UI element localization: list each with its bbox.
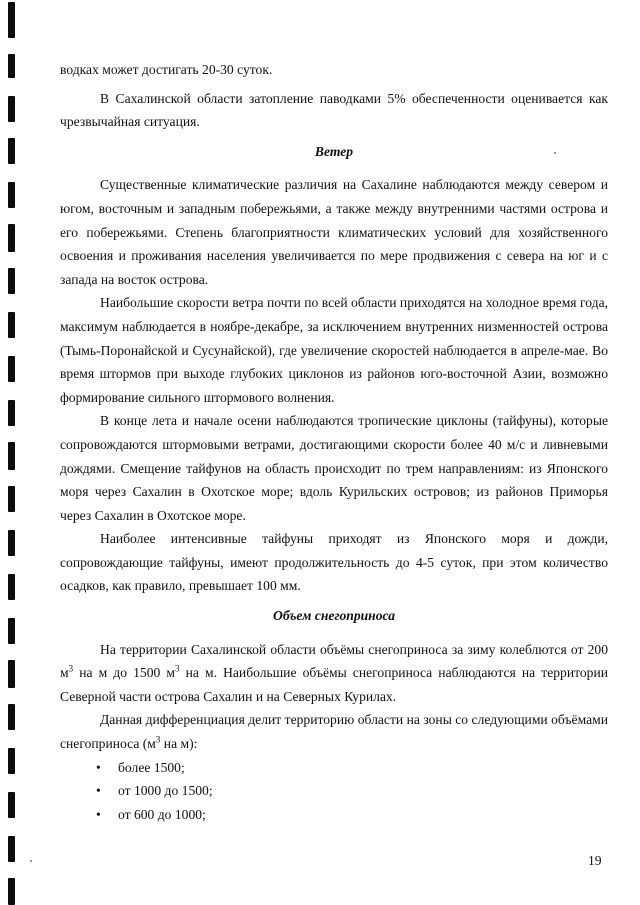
binding-mark bbox=[8, 530, 15, 556]
paragraph: В Сахалинской области затопление паводками 5% обеспеченности оценивается как чрезвычайная ситуация. bbox=[60, 90, 608, 130]
binding-mark bbox=[8, 268, 15, 294]
binding-mark bbox=[8, 836, 15, 862]
text-run: На территории Сахалинской области объёмы снегоприноса за зиму колеблются от 200 м bbox=[60, 641, 608, 681]
binding-mark bbox=[8, 878, 15, 905]
binding-mark bbox=[8, 442, 15, 470]
binding-mark bbox=[8, 182, 15, 208]
binding-mark bbox=[8, 400, 15, 426]
section-heading-snow: Объем снегоприноса bbox=[273, 608, 395, 624]
paragraph: водках может достигать 20-30 суток. bbox=[60, 62, 273, 77]
list-item: • от 600 до 1000; bbox=[96, 803, 608, 827]
paragraph bbox=[60, 708, 608, 755]
superscript: 3 bbox=[174, 663, 180, 674]
text-run: на м): bbox=[160, 736, 198, 752]
paragraph: В конце лета и начале осени наблюдаются тропические циклоны (тайфуны), которые сопровождаются штормовыми ветрами, достигающими скорости более 40 м/с и ливневыми дождями. Смещение тайфунов на область происходит по трем направлениям: из Японского моря через Сахалин в Охотское море; вдоль Курильских островов; из районов Приморья через Сахалин в Охотское море. bbox=[60, 413, 608, 523]
binding-mark bbox=[8, 312, 15, 338]
binding-mark bbox=[8, 486, 15, 512]
binding-mark bbox=[8, 224, 15, 252]
bullet-list bbox=[60, 756, 608, 827]
scan-speck bbox=[30, 860, 32, 862]
paragraph: Существенные климатические различия на Сахалине наблюдаются между севером и югом, восточным и западным побережьями, а также между внутренними частями острова и его побережьями. Степень благоприятности климатических условий для хозяйственного освоения и проживания населения увеличивается по мере продвижения с севера на юг и с запада на восток острова. bbox=[60, 177, 608, 287]
binding-mark bbox=[8, 54, 15, 78]
text-run: Данная дифференциация делит территорию области на зоны со следующими объёмами снегоприноса (м bbox=[60, 712, 608, 752]
binding-mark bbox=[8, 96, 15, 122]
page-body bbox=[60, 58, 608, 826]
binding-mark bbox=[8, 704, 15, 730]
list-item: • более 1500; bbox=[96, 756, 608, 780]
paragraph bbox=[60, 638, 608, 709]
paragraph: Наиболее интенсивные тайфуны приходят из Японского моря и дожди, сопровождающие тайфуны, имеют продолжительность до 4-5 суток, при этом количество осадков, как правило, превышает 100 мм. bbox=[60, 531, 608, 594]
binding-mark bbox=[8, 356, 15, 382]
superscript: 3 bbox=[68, 663, 74, 674]
paragraph: Наибольшие скорости ветра почти по всей области приходятся на холодное время года, максимум наблюдается в ноябре-декабре, за исключением внутренних низменностей острова (Тымь-Поронайской и Сусунайской), где увеличение скоростей наблюдается в апреле-мае. Во время штормов при выходе глубоких циклонов из районов юго-восточной Азии, возможно формирование сильного штормового волнения. bbox=[60, 295, 608, 405]
binding-mark bbox=[8, 618, 15, 644]
text-run: на м. Наибольшие объёмы снегоприноса наблюдаются на территории Северной части острова Сахалин и на Северных Курилах. bbox=[60, 665, 608, 704]
page-number: 19 bbox=[588, 853, 602, 868]
text-run: на м до 1500 м bbox=[73, 665, 175, 681]
section-heading-wind: Ветер bbox=[314, 143, 354, 159]
binding-mark bbox=[8, 792, 15, 818]
binding-mark bbox=[8, 660, 15, 688]
binding-mark bbox=[8, 2, 15, 38]
list-item: • от 1000 до 1500; bbox=[96, 779, 608, 803]
binding-mark bbox=[8, 574, 15, 600]
binding-mark bbox=[8, 748, 15, 774]
binding-mark bbox=[8, 138, 15, 164]
superscript: 3 bbox=[155, 734, 161, 745]
